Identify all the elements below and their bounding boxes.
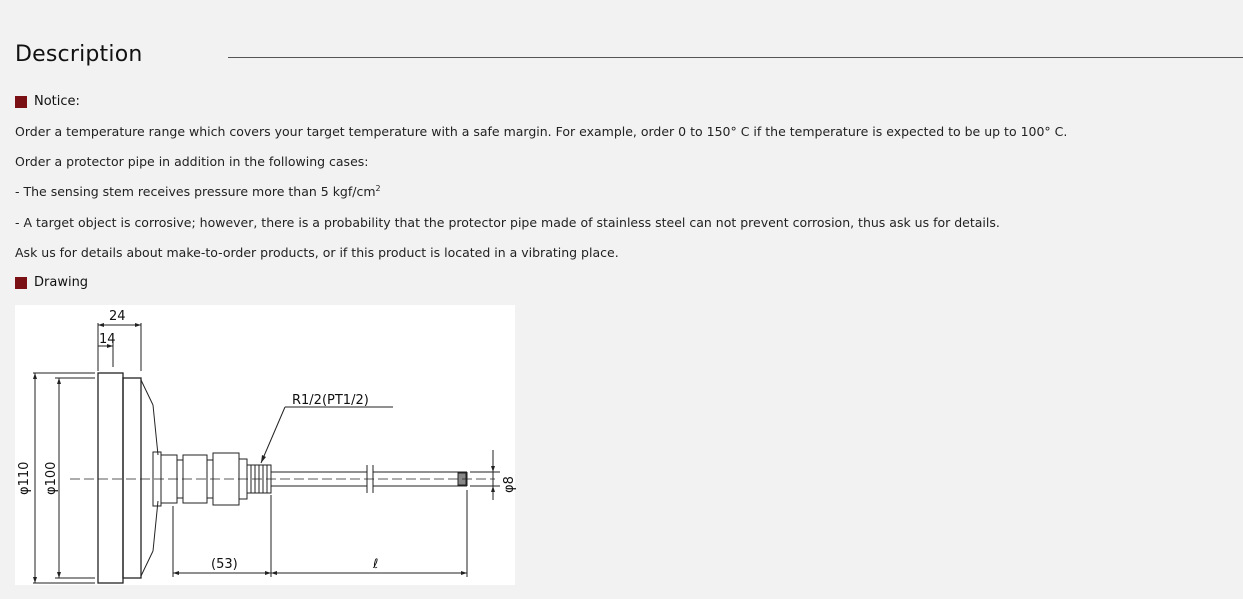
notice-heading — [15, 94, 80, 109]
notice-line-5: Ask us for details about make-to-order products, or if this product is located in a vibrating place. — [15, 245, 619, 260]
dim-14-label: 14 — [99, 332, 116, 347]
notice-line-1: Order a temperature range which covers your target temperature with a safe margin. For example, order 0 to 150° C if the temperature is expected to be up to 100° C. — [15, 124, 1068, 139]
phi8-label: φ8 — [502, 476, 517, 493]
bullet-square-icon — [15, 96, 27, 108]
dim-53-label: (53) — [211, 557, 238, 572]
drawing-heading — [15, 275, 88, 290]
dim-l-label: ℓ — [373, 557, 379, 572]
superscript: 2 — [375, 184, 381, 193]
technical-drawing-svg — [15, 305, 515, 585]
header-divider — [228, 57, 1243, 58]
phi100-label: φ100 — [44, 461, 59, 495]
thermometer-drawing — [15, 305, 515, 585]
drawing-heading-label: Drawing — [34, 275, 89, 290]
notice-line-2: Order a protector pipe in addition in the following cases: — [15, 154, 369, 169]
description-header — [15, 42, 1243, 72]
section-title: Description — [15, 42, 143, 67]
bullet-square-icon — [15, 277, 27, 289]
dim-24-label: 24 — [109, 309, 126, 324]
notice-line-3 — [15, 184, 381, 199]
notice-line-3-text: - The sensing stem receives pressure more than 5 kgf/cm — [15, 184, 376, 200]
phi110-label: φ110 — [17, 461, 32, 495]
thread-label: R1/2(PT1/2) — [292, 393, 369, 408]
notice-line-4: - A target object is corrosive; however, there is a probability that the protector pipe made of stainless steel can not prevent corrosion, thus ask us for details. — [15, 215, 1000, 230]
notice-heading-label: Notice: — [34, 94, 80, 109]
